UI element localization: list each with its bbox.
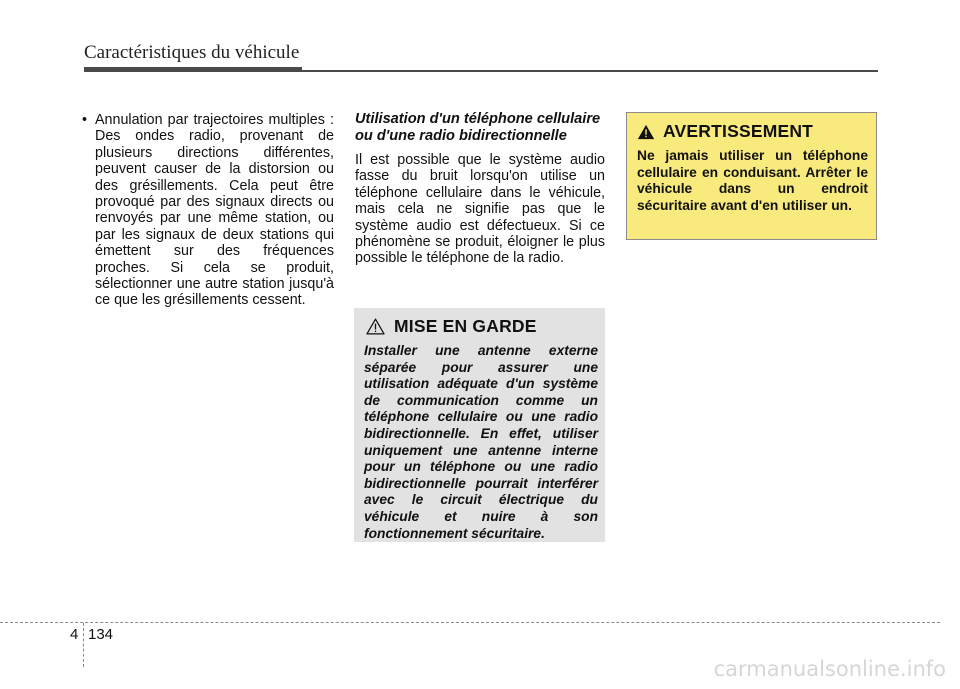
- footer-rule: [0, 622, 940, 623]
- caution-title: MISE EN GARDE: [394, 316, 537, 336]
- middle-column: [355, 111, 605, 267]
- page-number: 134: [88, 626, 114, 643]
- bullet-icon: •: [82, 112, 88, 128]
- watermark: carmanualsonline.info: [713, 657, 946, 681]
- caution-header: [366, 316, 598, 337]
- warning-text: Ne jamais utiliser un téléphone cellulaire en conduisant. Arrêter le véhicule dans un endroit sécuritaire avant d'en utiliser un.: [637, 148, 868, 213]
- bullet-item: [82, 112, 334, 309]
- page-header-title: Caractéristiques du véhicule: [84, 42, 300, 63]
- warning-title: AVERTISSEMENT: [663, 121, 814, 141]
- section-subheading: Utilisation d'un téléphone cellulaire ou d'une radio bidirectionnelle: [355, 111, 601, 144]
- warning-triangle-icon: [637, 124, 655, 140]
- chapter-number: 4: [70, 626, 79, 643]
- bullet-text: Annulation par trajectoires multiples : Des ondes radio, provenant de plusieurs directions différentes, peuvent causer de la distorsion ou des grésillements. Cela peut être provoqué par des signaux directs ou renvoyés par une même station, ou par les signaux de deux stations qui émettent sur des fréquences proches. Si cela se produit, sélectionner une autre station jusqu'à ce que les grésillements cessent.: [95, 112, 334, 309]
- caution-text: Installer une antenne externe séparée pour assurer une utilisation adéquate d'un système de communication comme un téléphone cellulaire ou une radio bidirectionnelle. En effet, utiliser uniquement une antenne interne pour un téléphone ou une radio bidirectionnelle pourrait interférer avec le circuit électrique du véhicule et nuire à son fonctionnement sécuritaire.: [364, 343, 598, 541]
- caution-triangle-icon: [366, 318, 385, 335]
- warning-box: [626, 112, 877, 240]
- footer-divider: [83, 623, 84, 667]
- caution-box: [354, 308, 605, 542]
- section-paragraph: Il est possible que le système audio fasse du bruit lorsqu'on utilise un téléphone cellulaire dans le véhicule, mais cela ne signifie pas que le système audio est défectueux. Si ce phénomène se produit, éloigner le plus possible le téléphone de la radio.: [355, 152, 605, 267]
- warning-header: [637, 121, 868, 142]
- header-rule: [84, 70, 878, 72]
- left-column: [82, 112, 334, 309]
